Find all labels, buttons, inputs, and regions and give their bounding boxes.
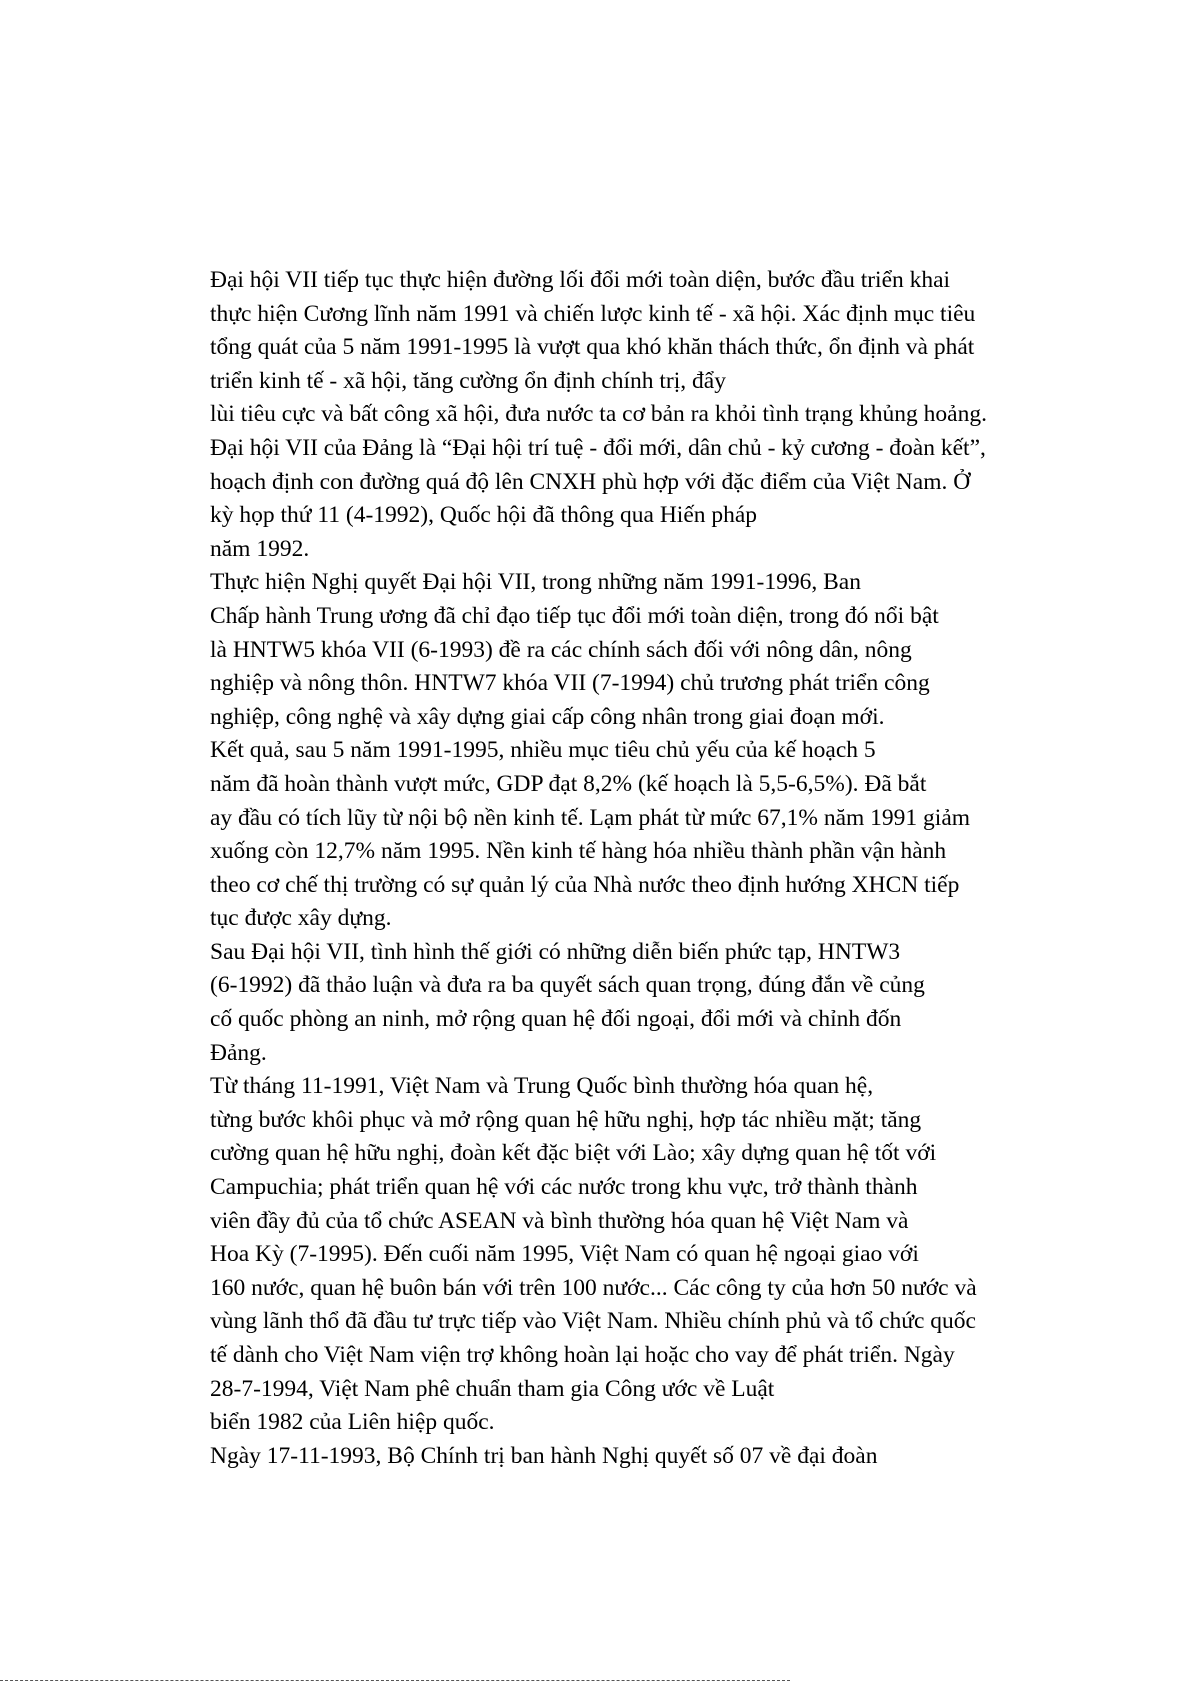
text-line: là HNTW5 khóa VII (6-1993) đề ra các chính sách đối với nông dân, nông (210, 636, 912, 663)
text-line: năm đã hoàn thành vượt mức, GDP đạt 8,2% (kế hoạch là 5,5-6,5%). Đã bắt (210, 770, 927, 797)
text-line: triển kinh tế - xã hội, tăng cường ổn định chính trị, đẩy (210, 367, 726, 394)
text-line: cường quan hệ hữu nghị, đoàn kết đặc biệt với Lào; xây dựng quan hệ tốt với (210, 1140, 937, 1167)
text-line: biển 1982 của Liên hiệp quốc. (210, 1409, 495, 1436)
text-line: 28-7-1994, Việt Nam phê chuẩn tham gia Công ước về Luật (210, 1375, 775, 1402)
text-line: Chấp hành Trung ương đã chỉ đạo tiếp tục đổi mới toàn diện, trong đó nổi bật (210, 602, 939, 629)
text-line: Từ tháng 11-1991, Việt Nam và Trung Quốc bình thường hóa quan hệ, (210, 1073, 874, 1100)
text-line: Đại hội VII của Đảng là “Đại hội trí tuệ - đổi mới, dân chủ - kỷ cương - đoàn kết”, (210, 434, 986, 461)
text-line: Ngày 17-11-1993, Bộ Chính trị ban hành Nghị quyết số 07 về đại đoàn (210, 1442, 878, 1469)
text-line: theo cơ chế thị trường có sự quản lý của Nhà nước theo định hướng XHCN tiếp (210, 871, 960, 898)
text-line: nghiệp và nông thôn. HNTW7 khóa VII (7-1994) chủ trương phát triển công (210, 670, 930, 697)
text-line: xuống còn 12,7% năm 1995. Nền kinh tế hàng hóa nhiều thành phần vận hành (210, 838, 947, 865)
text-line: (6-1992) đã thảo luận và đưa ra ba quyết sách quan trọng, đúng đắn về củng (210, 972, 925, 999)
text-line: tế dành cho Việt Nam viện trợ không hoàn lại hoặc cho vay để phát triển. Ngày (210, 1342, 955, 1368)
text-line: vùng lãnh thổ đã đầu tư trực tiếp vào Việt Nam. Nhiều chính phủ và tổ chức quốc (210, 1308, 976, 1335)
text-line: Hoa Kỳ (7-1995). Đến cuối năm 1995, Việt Nam có quan hệ ngoại giao với (210, 1241, 919, 1268)
text-line: tục được xây dựng. (210, 905, 392, 932)
page-bottom-rule (0, 1680, 790, 1681)
text-line: Thực hiện Nghị quyết Đại hội VII, trong những năm 1991-1996, Ban (210, 569, 861, 596)
text-line: tổng quát của 5 năm 1991-1995 là vượt qua khó khăn thách thức, ổn định và phát (210, 334, 975, 361)
text-line: Sau Đại hội VII, tình hình thế giới có những diễn biến phức tạp, HNTW3 (210, 938, 901, 965)
text-line: từng bước khôi phục và mở rộng quan hệ hữu nghị, hợp tác nhiều mặt; tăng (210, 1106, 922, 1133)
text-line: 160 nước, quan hệ buôn bán với trên 100 nước... Các công ty của hơn 50 nước và (210, 1274, 977, 1301)
body-text (210, 264, 1150, 1473)
text-line: thực hiện Cương lĩnh năm 1991 và chiến lược kinh tế - xã hội. Xác định mục tiêu (210, 300, 976, 327)
text-line: lùi tiêu cực và bất công xã hội, đưa nước ta cơ bản ra khỏi tình trạng khủng hoảng. (210, 401, 987, 428)
text-line: nghiệp, công nghệ và xây dựng giai cấp công nhân trong giai đoạn mới. (210, 703, 885, 730)
text-line: ay đầu có tích lũy từ nội bộ nền kinh tế. Lạm phát từ mức 67,1% năm 1991 giảm (210, 804, 971, 831)
text-line: Đảng. (210, 1039, 267, 1066)
text-line: năm 1992. (210, 535, 310, 562)
text-line: kỳ họp thứ 11 (4-1992), Quốc hội đã thông qua Hiến pháp (210, 502, 758, 529)
text-line: cố quốc phòng an ninh, mở rộng quan hệ đối ngoại, đổi mới và chỉnh đốn (210, 1006, 902, 1033)
text-line: hoạch định con đường quá độ lên CNXH phù hợp với đặc điểm của Việt Nam. Ở (210, 468, 971, 495)
text-line: Đại hội VII tiếp tục thực hiện đường lối đổi mới toàn diện, bước đầu triển khai (210, 267, 951, 293)
text-line: viên đầy đủ của tổ chức ASEAN và bình thường hóa quan hệ Việt Nam và (210, 1207, 909, 1234)
text-line: Campuchia; phát triển quan hệ với các nước trong khu vực, trở thành thành (210, 1174, 918, 1201)
text-line: Kết quả, sau 5 năm 1991-1995, nhiều mục tiêu chủ yếu của kế hoạch 5 (210, 737, 876, 764)
